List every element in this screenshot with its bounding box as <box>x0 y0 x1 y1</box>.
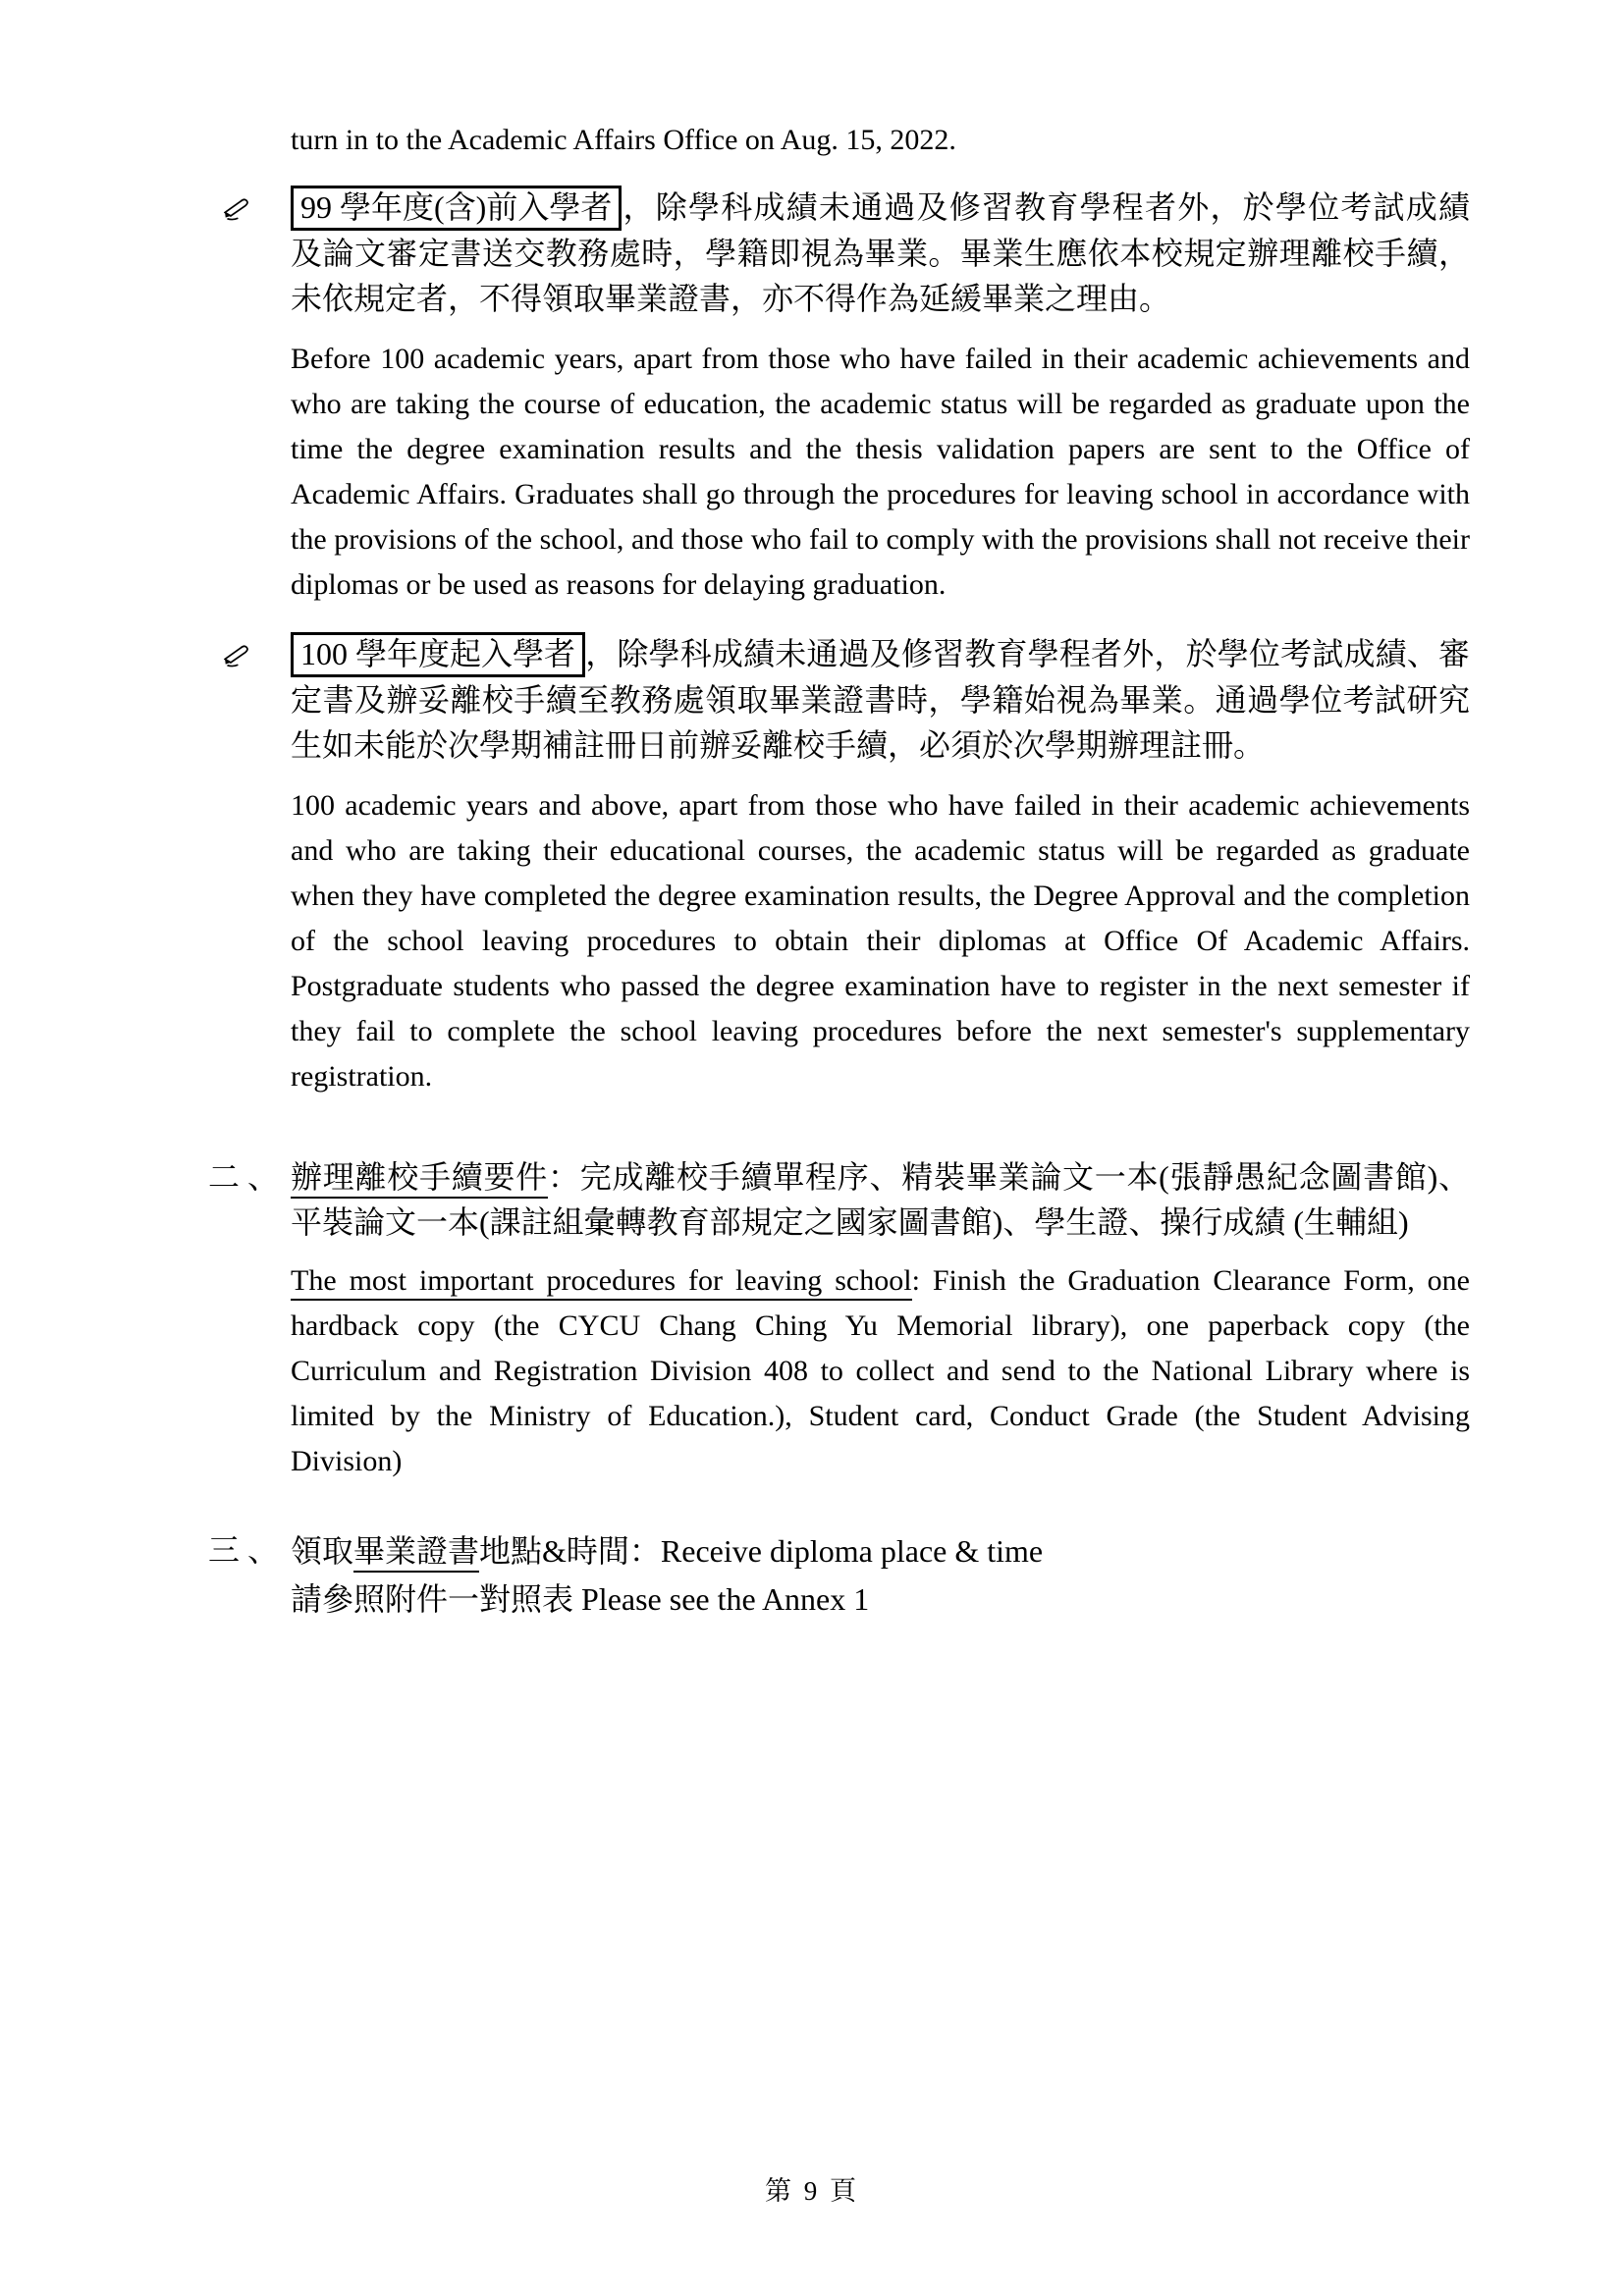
section-2-en-paragraph <box>291 1258 1470 1484</box>
bullet-99-zh-text: ，除學科成績未通過及修習教育學程者外，於學位考試成績及論文審定書送交教務處時，學籍即視為畢業。畢業生應依本校規定辦理離校手續，未依規定者，不得領取畢業證書，亦不得作為延緩畢業之理由。 <box>291 189 1470 316</box>
bullet-item-100 <box>291 631 1470 1099</box>
page-content <box>208 121 1470 1624</box>
section-2-zh-paragraph <box>291 1154 1470 1245</box>
section-2-zh-rest: ：完成離校手續單程序、精裝畢業論文一本(張靜愚紀念圖書館)、平裝論文一本(課註組彙轉教育部規定之國家圖書館)、學生證、操行成績 (生輔組) <box>291 1159 1470 1240</box>
section-3-number: 三、 <box>208 1532 288 1568</box>
bullet-99-zh-paragraph <box>291 185 1470 321</box>
boxed-term-100: 100 學年度起入學者 <box>291 632 585 677</box>
section-3-line1-rest: 地點&時間：Receive diploma place & time <box>479 1533 1044 1569</box>
section-2-en-rest: : Finish the Graduation Clearance Form, one hardback copy (the CYCU Chang Ching Yu Memorial library), one paperback copy (the Curriculum and Registration Division 408 to collect and send to the National Library where is limited by the Ministry of Education.), Student card, Conduct Grade (the Student Advising Division) <box>291 1264 1470 1477</box>
section-3 <box>208 1527 1470 1624</box>
section-2-en-underlined: The most important procedures for leaving school <box>291 1264 912 1301</box>
bullet-99-en-paragraph: Before 100 academic years, apart from those who have failed in their academic achievements and who are taking the course of education, the academic status will be regarded as graduate upon the time the degree examination results and the thesis validation papers are sent to the Office of Academic Affairs. Graduates shall go through the procedures for leaving school in accordance with the provisions of the school, and those who fail to comply with the provisions shall not receive their diplomas or be used as reasons for delaying graduation. <box>291 343 1470 601</box>
section-3-line1-pre: 領取 <box>291 1533 354 1569</box>
intro-line: turn in to the Academic Affairs Office on Aug. 15, 2022. <box>291 124 956 156</box>
boxed-term-99: 99 學年度(含)前入學者 <box>291 186 622 231</box>
bullet-100-zh-text: ，除學科成績未通過及修習教育學程者外，於學位考試成績、審定書及辦妥離校手續至教務處領取畢業證書時，學籍始視為畢業。通過學位考試研究生如未能於次學期補註冊日前辦妥離校手續，必須於次學期辦理註冊。 <box>291 636 1470 763</box>
section-3-body <box>291 1527 1470 1624</box>
writing-hand-icon <box>257 634 287 658</box>
section-2-number: 二、 <box>208 1159 288 1195</box>
page-number: 第 9 頁 <box>765 2176 859 2206</box>
section-2-zh-underlined: 辦理離校手續要件 <box>291 1159 548 1199</box>
section-3-line1 <box>291 1527 1470 1575</box>
section-3-line2: 請參照附件一對照表 Please see the Annex 1 <box>291 1581 870 1617</box>
section-2 <box>208 1154 1470 1484</box>
bullet-100-zh-paragraph <box>291 631 1470 768</box>
bullet-100-en-paragraph: 100 academic years and above, apart from those who have failed in their academic achievements and who are taking their educational courses, the academic status will be regarded as graduate when they have completed the degree examination results, the Degree Approval and the completion of the school leaving procedures to obtain their diplomas at Office Of Academic Affairs. Postgraduate students who passed the degree examination have to register in the next semester if they fail to complete the school leaving procedures before the next semester's supplementary registration. <box>291 789 1470 1093</box>
bullet-item-99 <box>291 185 1470 608</box>
section-3-line1-underlined: 畢業證書 <box>353 1533 479 1573</box>
section-2-body <box>291 1154 1470 1484</box>
writing-hand-icon <box>257 187 287 211</box>
